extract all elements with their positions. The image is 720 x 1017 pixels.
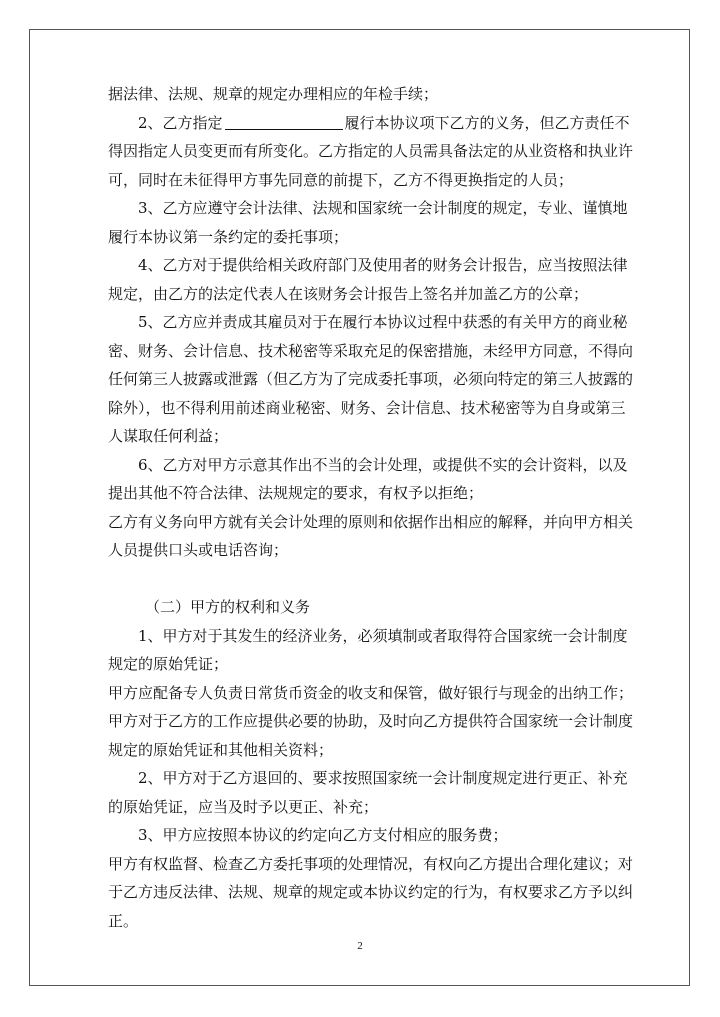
text-line: 3、甲方应按照本协议的约定向乙方支付相应的服务费； [138,826,508,844]
text-line: 甲方应配备专人负责日常货币资金的收支和保管，做好银行与现金的出纳工作； [108,683,634,702]
text-line: 人谋取任何利益； [108,427,229,445]
text-line: 2、甲方对于乙方退回的、要求按照国家统一会计制度规定进行更正、补充 [138,769,628,787]
text-line: 甲方有权监督、检查乙方委托事项的处理情况，有权向乙方提出合理化建议；对 [108,854,634,873]
text-line: 5、乙方应并责成其雇员对于在履行本协议过程中获悉的有关甲方的商业秘 [138,313,628,331]
text-line: 除外），也不得利用前述商业秘密、财务、会计信息、技术秘密等为自身或第三 [108,398,626,417]
section-heading: （二）甲方的权利和义务 [145,598,311,616]
text-line: 3、乙方应遵守会计法律、法规和国家统一会计制度的规定，专业、谨慎地 [138,199,628,217]
text-line: 的原始凭证，应当及时予以更正、补充； [108,797,379,816]
paragraph-gap [108,565,616,594]
text-line: 人员提供口头或电话咨询； [108,541,289,559]
text-line-with-blank [108,109,630,138]
text-line: 得因指定人员变更而有所变化。乙方指定的人员需具备法定的从业资格和执业许 [108,142,634,160]
text-line: 乙方有义务向甲方就有关会计处理的原则和依据作出相应的解释，并向甲方相关 [108,512,634,531]
fill-in-blank [225,113,343,130]
page-number: 2 [357,940,363,952]
text-line: 履行本协议第一条约定的委托事项； [108,227,349,246]
text-line: 甲方对于乙方的工作应提供必要的协助，及时向乙方提供符合国家统一会计制度 [108,712,634,730]
text-line: 规定的原始凭证； [108,655,229,673]
text-line: 据法律、法规、规章的规定办理相应的年检手续； [108,85,439,103]
text-line: 可，同时在未征得甲方事先同意的前提下，乙方不得更换指定的人员； [108,170,574,189]
text-line: 规定，由乙方的法定代表人在该财务会计报告上签名并加盖乙方的公章； [108,284,589,303]
text-line: 6、乙方对甲方示意其作出不当的会计处理，或提供不实的会计资料，以及 [138,455,628,474]
text-fragment: 2、乙方指定 [138,113,223,132]
text-fragment: 履行本协议项下乙方的义务，但乙方责任不 [344,113,630,132]
text-line: 密、财务、会计信息、技术秘密等采取充足的保密措施，未经甲方同意，不得向 [108,341,634,360]
text-line: 规定的原始凭证和其他相关资料； [108,740,334,759]
text-line: 正。 [108,911,139,930]
text-line: 4、乙方对于提供给相关政府部门及使用者的财务会计报告，应当按照法律 [138,256,628,274]
text-line: 1、甲方对于其发生的经济业务，必须填制或者取得符合国家统一会计制度 [138,626,628,645]
document-body [108,80,634,935]
text-line: 任何第三人披露或泄露（但乙方为了完成委托事项，必须向特定的第三人披露的 [108,370,634,388]
text-line: 提出其他不符合法律、法规规定的要求，有权予以拒绝； [108,484,484,502]
text-line: 于乙方违反法律、法规、规章的规定或本协议约定的行为，有权要求乙方予以纠 [108,883,634,901]
